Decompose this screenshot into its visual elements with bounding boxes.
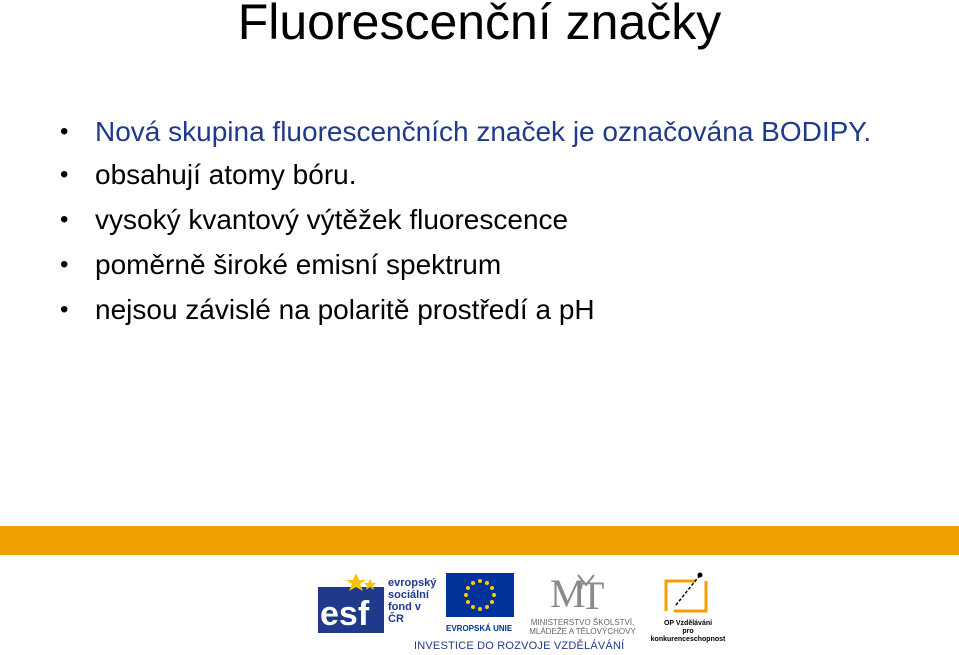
bullet-item: [60, 200, 880, 239]
tagline: INVESTICE DO ROZVOJE VZDĚLÁVÁNÍ: [414, 640, 625, 652]
bullet-dot-icon: •: [60, 296, 69, 323]
msmt-line-2: MLÁDEŽE A TĚLOVÝCHOVY: [529, 627, 636, 636]
esf-logo: [318, 573, 438, 633]
op-mark-icon: [648, 571, 728, 615]
bullet-dot-icon: •: [60, 161, 69, 188]
esf-mark-icon: [318, 573, 384, 633]
bullet-dot-icon: •: [60, 118, 69, 145]
esf-line-1: evropský: [388, 577, 437, 589]
bullet-item: [60, 290, 880, 329]
svg-text:esf: esf: [320, 595, 370, 633]
eu-logo: [446, 573, 516, 633]
bullet-text: nejsou závislé na polaritě prostředí a pH: [95, 294, 595, 325]
svg-text:M: M: [550, 571, 586, 613]
bullet-text: obsahují atomy bóru.: [95, 159, 357, 190]
msmt-line-1: MINISTERSTVO ŠKOLSTVÍ,: [530, 618, 635, 627]
esf-line-2: sociální: [388, 589, 429, 601]
bullet-item: [60, 155, 880, 194]
op-line-2: pro konkurenceschopnost: [650, 628, 726, 643]
bullet-dot-icon: •: [60, 251, 69, 278]
msmt-mark-icon: [520, 571, 645, 613]
bullet-item: [60, 245, 880, 284]
bullet-text: vysoký kvantový výtěžek fluorescence: [95, 204, 569, 235]
bullet-dot-icon: •: [60, 206, 69, 233]
op-line-1: OP Vzdělávání: [663, 620, 713, 627]
msmt-logo: [520, 571, 645, 635]
bullet-text: Nová skupina fluorescenčních značek je označována BODIPY.: [95, 116, 872, 147]
bullet-list: [60, 112, 880, 329]
eu-label: EVROPSKÁ UNIE: [446, 624, 513, 633]
op-logo: [648, 571, 728, 643]
svg-text:T: T: [580, 573, 605, 613]
footer-band: [0, 526, 959, 555]
esf-line-3: fond v ČR: [388, 601, 421, 625]
footer-logos: [0, 555, 959, 655]
eu-flag-icon: [446, 573, 514, 617]
bullet-item: [60, 112, 880, 151]
bullet-text: poměrně široké emisní spektrum: [95, 249, 502, 280]
slide-title: Fluorescenční značky: [237, 0, 722, 50]
